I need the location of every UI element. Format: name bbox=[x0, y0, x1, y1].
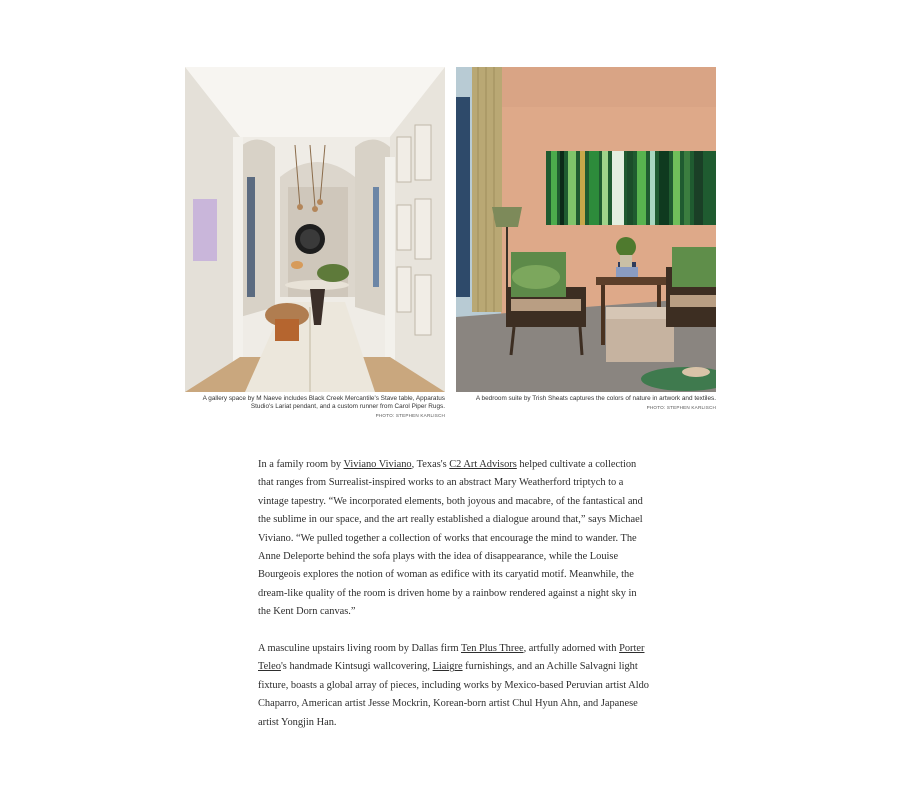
bedroom-suite-photo bbox=[456, 67, 716, 392]
paragraph-text: helped cultivate a collection that ranges from Surrealist-inspired works to an abstract Mary Weatherford triptych to a vintage tapestry. “We incorporated elements, both joyous and macabre, of the fantastical and the sublime in our space, and the art really established a dialogue around that,” says Michael Viviano. “We pulled together a collection of works that encourage the mind to wander. The Anne Deleporte behind the sofa plays with the idea of disappearance, while the Louise Bourgeois explores the notion of woman as edifice with its caryatid motif. Meanwhile, the dream-like quality of the room is driven home by a rainbow rendered against a night sky in the Kent Dorn canvas.” bbox=[258, 459, 643, 618]
bedroom-caption-text: A bedroom suite by Trish Sheats captures the colors of nature in artwork and textiles. bbox=[475, 395, 716, 402]
gallery-photo-credit: PHOTO: STEPHEN KARLISCH bbox=[375, 413, 445, 418]
gallery-caption-text: A gallery space by M Naeve includes Black Creek Mercantile's Stave table, Apparatus Studio's Lariat pendant, and a custom runner from Carol Piper Rugs. bbox=[202, 395, 445, 410]
porter-teleo-link[interactable]: Porter Teleo bbox=[258, 643, 645, 673]
c2-art-advisors-link[interactable]: C2 Art Advisors bbox=[449, 459, 517, 470]
bedroom-photo-credit: PHOTO: STEPHEN KARLISCH bbox=[646, 405, 716, 410]
viviano-viviano-link[interactable]: Viviano Viviano bbox=[343, 459, 412, 470]
paragraph-text: 's handmade Kintsugi wallcovering, bbox=[280, 661, 433, 673]
gallery-hallway-image bbox=[185, 67, 445, 392]
article-paragraph-family-room bbox=[258, 456, 650, 622]
ten-plus-three-link[interactable]: Ten Plus Three bbox=[460, 643, 524, 654]
bedroom-suite-image bbox=[456, 67, 716, 392]
paragraph-text: , artfully adorned with bbox=[523, 643, 620, 654]
paragraph-text: In a family room by bbox=[258, 459, 344, 470]
paragraph-text: furnishings, and an Achille Salvagni light fixture, boasts a global array of pieces, including works by Mexico-based Peruvian artist Aldo Chaparro, American artist Jesse Mockrin, Korean-born artist Chul Hyun Ahn, and Japanese artist Yongjin Han. bbox=[258, 661, 649, 728]
bedroom-photo-caption bbox=[456, 395, 716, 412]
liaigre-link[interactable]: Liaigre bbox=[432, 661, 463, 673]
article-paragraph-living-room bbox=[258, 640, 650, 732]
gallery-hallway-photo bbox=[185, 67, 445, 392]
gallery-photo-caption bbox=[185, 395, 445, 420]
paragraph-text: A masculine upstairs living room by Dallas firm bbox=[258, 643, 461, 654]
paragraph-text: , Texas's bbox=[411, 459, 450, 470]
